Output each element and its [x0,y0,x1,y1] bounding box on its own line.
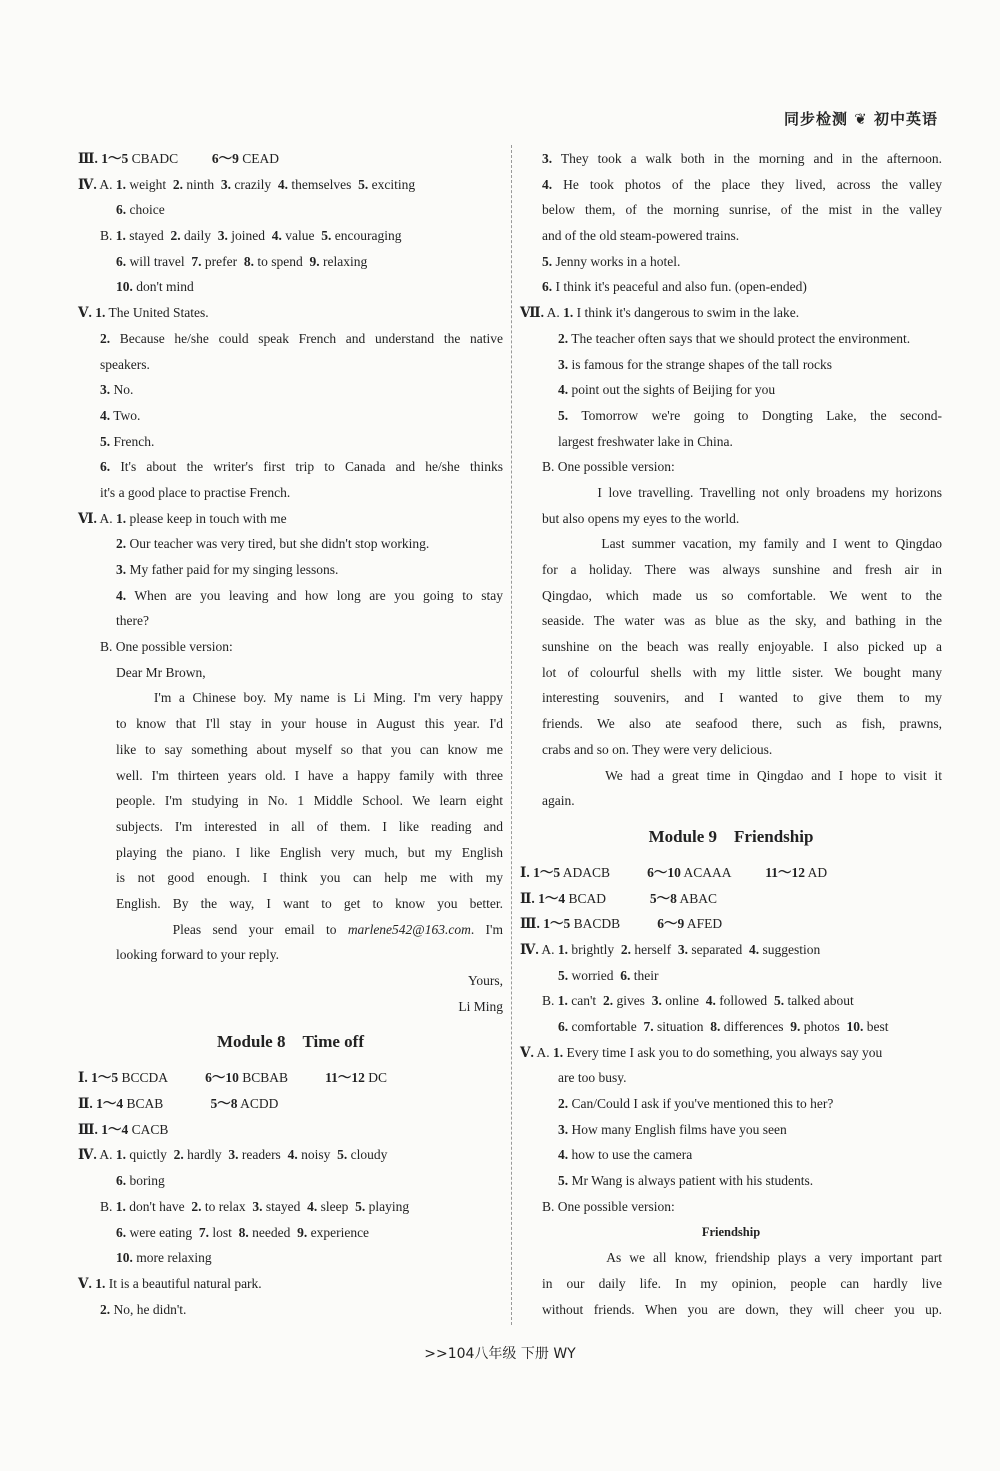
answer-line: B. One possible version: [542,1198,675,1214]
answer-line: 6. were eating 7. lost 8. needed 9. experience [116,1224,370,1240]
answer-line: 5. Tomorrow we're going to Dongting Lake, the second- [558,407,942,423]
answer-line: Ⅱ. 1～4 BCAB 5～8 ACDD [78,1096,279,1112]
answer-line: sunshine on the beach was really enjoyable. I also picked up a [542,639,942,655]
answer-line: Dear Mr Brown, [116,664,206,680]
answer-line: interesting souvenirs, and I wanted to give them to my [542,690,942,706]
answer-line: Ⅴ. 1. It is a beautiful natural park. [78,1275,262,1291]
answer-line: 2. The teacher often says that we should protect the environment. [558,330,911,346]
answer-line: playing the piano. I like English very much, but my English [116,844,503,860]
answer-line: speakers. [100,356,150,372]
answer-line: 4. point out the sights of Beijing for you [558,382,776,398]
answer-line: Li Ming [458,998,503,1014]
answer-line: it's a good place to practise French. [100,484,291,500]
answer-line: subjects. I'm interested in all of them. I like reading and [116,818,503,834]
answer-line: looking forward to your reply. [116,947,279,963]
answer-line: 6. I think it's peaceful and also fun. (open-ended) [542,279,807,295]
answer-line: We had a great time in Qingdao and I hope to visit it [558,767,942,783]
answer-line: I love travelling. Travelling not only broadens my horizons [558,484,942,500]
answer-line: B. 1. can't 2. gives 3. online 4. followed 5. talked about [542,993,854,1009]
answer-line: in our daily life. In my opinion, people can hardly live [542,1275,942,1291]
answer-line: Ⅳ. A. 1. brightly 2. herself 3. separated 4. suggestion [520,941,821,957]
answer-line: Ⅶ. A. 1. I think it's dangerous to swim in the lake. [520,305,800,321]
answer-line: B. One possible version: [100,639,233,655]
answer-line: 4. When are you leaving and how long are you going to stay [116,587,503,603]
answer-line: there? [116,613,149,629]
answer-line: Ⅴ. 1. The United States. [78,305,209,321]
answer-line: Ⅳ. A. 1. quictly 2. hardly 3. readers 4. noisy 5. cloudy [78,1147,388,1163]
answer-line: Ⅲ. 1～5 BACDB 6～9 AFED [520,916,723,932]
answer-line: but also opens my eyes to the world. [542,510,740,526]
answer-line: 3. My father paid for my singing lessons. [116,562,339,577]
answer-line: lot of colourful shells with my little sister. We bought many [542,664,942,680]
answer-line: Ⅵ. A. 1. please keep in touch with me [78,510,287,526]
answer-line: 5. French. [100,433,155,449]
answer-line: Ⅲ. 1～5 CBADC 6～9 CEAD [78,151,279,166]
answer-line: well. I'm thirteen years old. I have a happy family with three [116,767,503,783]
answer-line: B. 1. don't have 2. to relax 3. stayed 4. sleep 5. playing [100,1198,410,1214]
answer-line: 4. how to use the camera [558,1147,693,1163]
answer-line: 2. No, he didn't. [100,1301,187,1317]
answer-line: Ⅰ. 1～5 BCCDA 6～10 BCBAB 11～12 DC [78,1070,388,1086]
answer-line: 10. more relaxing [116,1250,212,1266]
answer-line: Ⅰ. 1～5 ADACB 6～10 ACAAA 11～12 AD [520,864,828,880]
answer-line: 4. Two. [100,407,141,423]
answer-line: B. 1. stayed 2. daily 3. joined 4. value 5. encouraging [100,228,402,244]
answer-line: like to say something about myself so that you can know me [116,741,503,757]
answer-line: 3. is famous for the strange shapes of the tall rocks [558,356,833,372]
answer-line: 2. Because he/she could speak French and understand the native [100,330,503,346]
answer-line: B. One possible version: [542,459,675,475]
answer-line: crabs and so on. They were very delicious. [542,741,773,757]
answer-line: are too busy. [558,1070,627,1086]
answer-line: English. By the way, I want to get to know you better. [116,895,503,911]
essay-title: Friendship [701,1224,761,1239]
answer-line: largest freshwater lake in China. [558,433,733,449]
answer-line: below them, of the morning sunrise, of the mist in the valley [542,202,942,218]
column-divider [511,145,512,1325]
answer-line: is not good enough. I think you can help me with my [116,870,503,886]
answer-line: 6. will travel 7. prefer 8. to spend 9. relaxing [116,253,368,269]
answer-line: 5. Mr Wang is always patient with his students. [558,1173,814,1189]
answer-line: 3. How many English films have you seen [558,1121,787,1137]
answer-line: 5. worried 6. their [558,967,659,983]
answer-line: 2. Can/Could I ask if you've mentioned this to her? [558,1096,834,1112]
answer-line: Pleas send your email to marlene542@163.com. I'm [116,921,503,937]
answer-line: seaside. The water was as blue as the sky, and bathing in the [542,613,942,629]
answer-line: Last summer vacation, my family and I went to Qingdao [558,536,942,552]
answer-line: 3. No. [100,382,134,398]
answer-line: Qingdao, which made us so comfortable. We went to the [542,587,942,603]
module-title: Module 9 Friendship [648,826,814,846]
answer-line: for a holiday. There was always sunshine and fresh air in [542,562,942,577]
page-footer: >>104八年级 下册 WY [424,1346,576,1362]
answer-line: 2. Our teacher was very tired, but she didn't stop working. [116,536,430,552]
answer-line: Ⅳ. A. 1. weight 2. ninth 3. crazily 4. themselves 5. exciting [78,176,416,192]
answer-line: 6. It's about the writer's first trip to Canada and he/she thinks [100,459,503,475]
answer-line: 5. Jenny works in a hotel. [542,253,681,269]
answer-line: As we all know, friendship plays a very important part [558,1250,942,1266]
left-column [78,146,503,1322]
answer-line: 6. boring [116,1173,165,1189]
answer-line: Ⅲ. 1～4 CACB [78,1121,169,1137]
answer-line: 3. They took a walk both in the morning and in the afternoon. [542,151,942,166]
answer-line: Ⅱ. 1～4 BCAD 5～8 ABAC [520,890,718,906]
answer-line: Yours, [467,973,503,988]
answer-line: and of the old steam-powered trains. [542,228,740,244]
answer-line: friends. We also ate seafood there, such as fish, prawns, [542,716,942,732]
right-column [520,146,942,1322]
module-title: Module 8 Time off [216,1032,364,1052]
page-header: 同步检测 ❦ 初中英语 [783,110,938,128]
answer-line: I'm a Chinese boy. My name is Li Ming. I'm very happy [116,690,503,706]
answer-line: to know that I'll stay in your house in August this year. I'd [116,716,503,732]
answer-line: Ⅴ. A. 1. Every time I ask you to do something, you always say you [520,1044,883,1060]
answer-line: without friends. When you are down, they will cheer you up. [542,1301,942,1317]
answer-line: 10. don't mind [116,279,194,295]
answer-line: 6. comfortable 7. situation 8. differences 9. photos 10. best [558,1019,889,1034]
answer-line: people. I'm studying in No. 1 Middle School. We learn eight [116,793,503,809]
answer-line: 4. He took photos of the place they lived, across the valley [542,176,942,192]
answer-line: again. [542,793,575,809]
answer-line: 6. choice [116,202,165,218]
